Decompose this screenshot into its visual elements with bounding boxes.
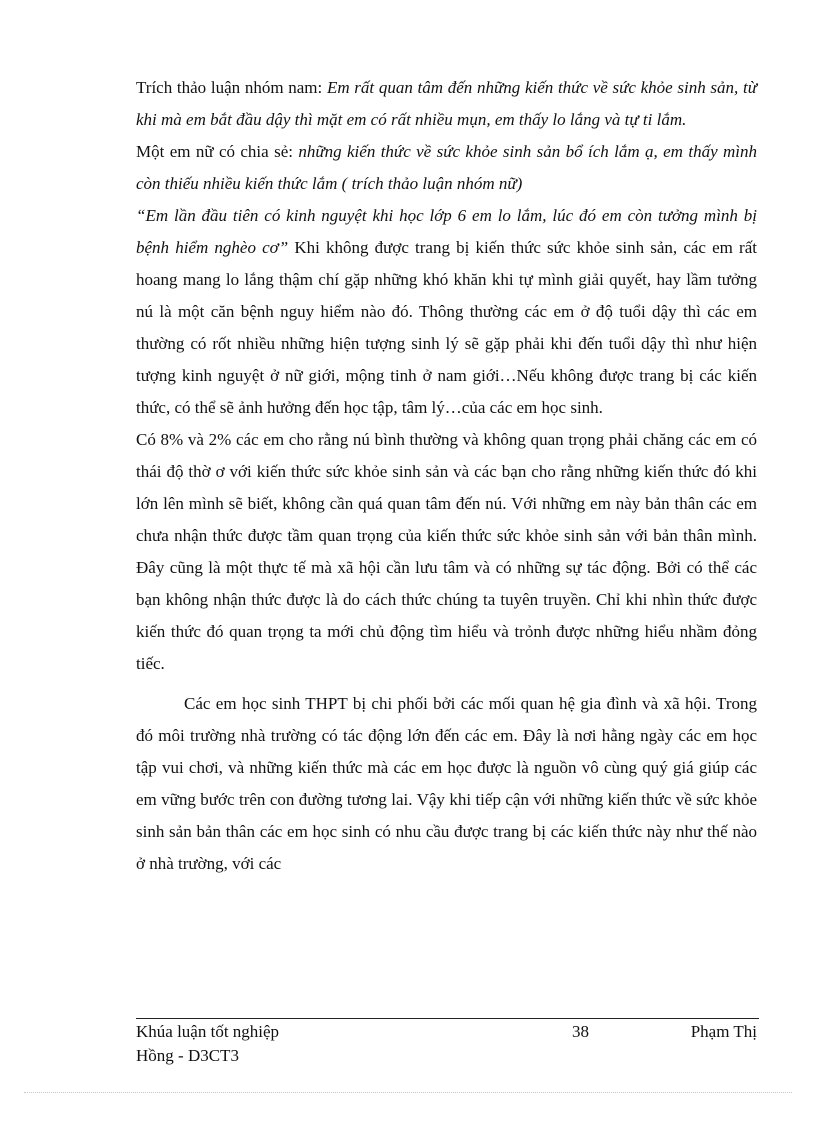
quote-text: Em rất quan tâm đến những kiến thức về sức khỏe sinh sản, từ khi mà em bắt đầu dậy thì mặt em có rất nhiều mụn, em thấy lo lắng và tự ti lắm. [136, 78, 757, 129]
body-paragraph-text: Khi không được trang bị kiến thức sức khỏe sinh sản, các em rất hoang mang lo lắng thậm chí gặp những khó khăn khi tự mình giải quyết, hay lầm tưởng nú là một căn bệnh nguy hiểm nào đó. Thông thường các em ở độ tuổi dậy thì các em thường có rốt nhiều những hiện tượng sinh lý sẽ gặp phải khi đến tuổi dậy thì như hiện tượng kinh nguyệt ở nữ giới, mộng tinh ở nam giới…Nếu không được trang bị các kiến thức, có thể sẽ ảnh hưởng đến học tập, tâm lý…của các em học sinh. [136, 238, 757, 417]
paragraph-menstruation [136, 200, 757, 424]
footer-thesis-label: Khúa luận tốt nghiệp [136, 1022, 280, 1041]
footer-author-class: Hồng - D3CT3 [136, 1046, 239, 1065]
paragraph-percentages: Có 8% và 2% các em cho rằng nú bình thường và không quan trọng phải chăng các em có thái độ thờ ơ với kiến thức sức khỏe sinh sản và các bạn cho rằng những kiến thức đó khi lớn lên mình sẽ biết, không cần quá quan tâm đến nú. Với những em này bản thân các em chưa nhận thức được tầm quan trọng của kiến thức sức khỏe sinh sản với bản thân mình. Đây cũng là một thực tế mà xã hội cần lưu tâm và có những sự tác động. Bởi có thể các bạn không nhận thức được là do cách thức chúng ta tuyên truyền. Chỉ khi nhìn thức được kiến thức đó quan trọng ta mới chủ động tìm hiểu và trỏnh được những hiểu nhầm đỏng tiếc. [136, 430, 757, 673]
footer-author-name: Phạm Thị [690, 1022, 757, 1041]
body-text [136, 72, 757, 880]
footer-row [136, 1020, 757, 1044]
lead-text: Trích thảo luận nhóm nam: [136, 78, 327, 97]
page-number: 38 [572, 1022, 589, 1041]
paragraph-male-group-quote [136, 72, 757, 136]
paragraph-school-environment: Các em học sinh THPT bị chi phối bởi các mối quan hệ gia đình và xã hội. Trong đó môi trường nhà trường có tác động lớn đến các em. Đây là nơi hằng ngày các em học tập vui chơi, và những kiến thức mà các em học được là nguồn vô cùng quý giá giúp các em vững bước trên con đường tương lai. Vậy khi tiếp cận với những kiến thức về sức khỏe sinh sản bản thân các em học sinh có nhu cầu được trang bị các kiến thức này như thế nào ở nhà trường, với các [136, 694, 757, 873]
page-bottom-border [24, 1092, 792, 1093]
lead-text: Một em nữ có chia sẻ: [136, 142, 299, 161]
page-footer [136, 1020, 757, 1068]
paragraph-female-share [136, 136, 757, 200]
footer-divider [136, 1018, 759, 1019]
footer-row-second [136, 1044, 757, 1068]
quote-text: những kiến thức về sức khỏe sinh sản bổ ích lắm ạ, em thấy mình còn thiếu nhiều kiến thức lắm ( trích thảo luận nhóm nữ) [136, 142, 757, 193]
quote-text: “Em lần đầu tiên có kinh nguyệt khi học lớp 6 em lo lắm, lúc đó em còn tưởng mình bị bệnh hiểm nghèo cơ” [136, 206, 757, 257]
